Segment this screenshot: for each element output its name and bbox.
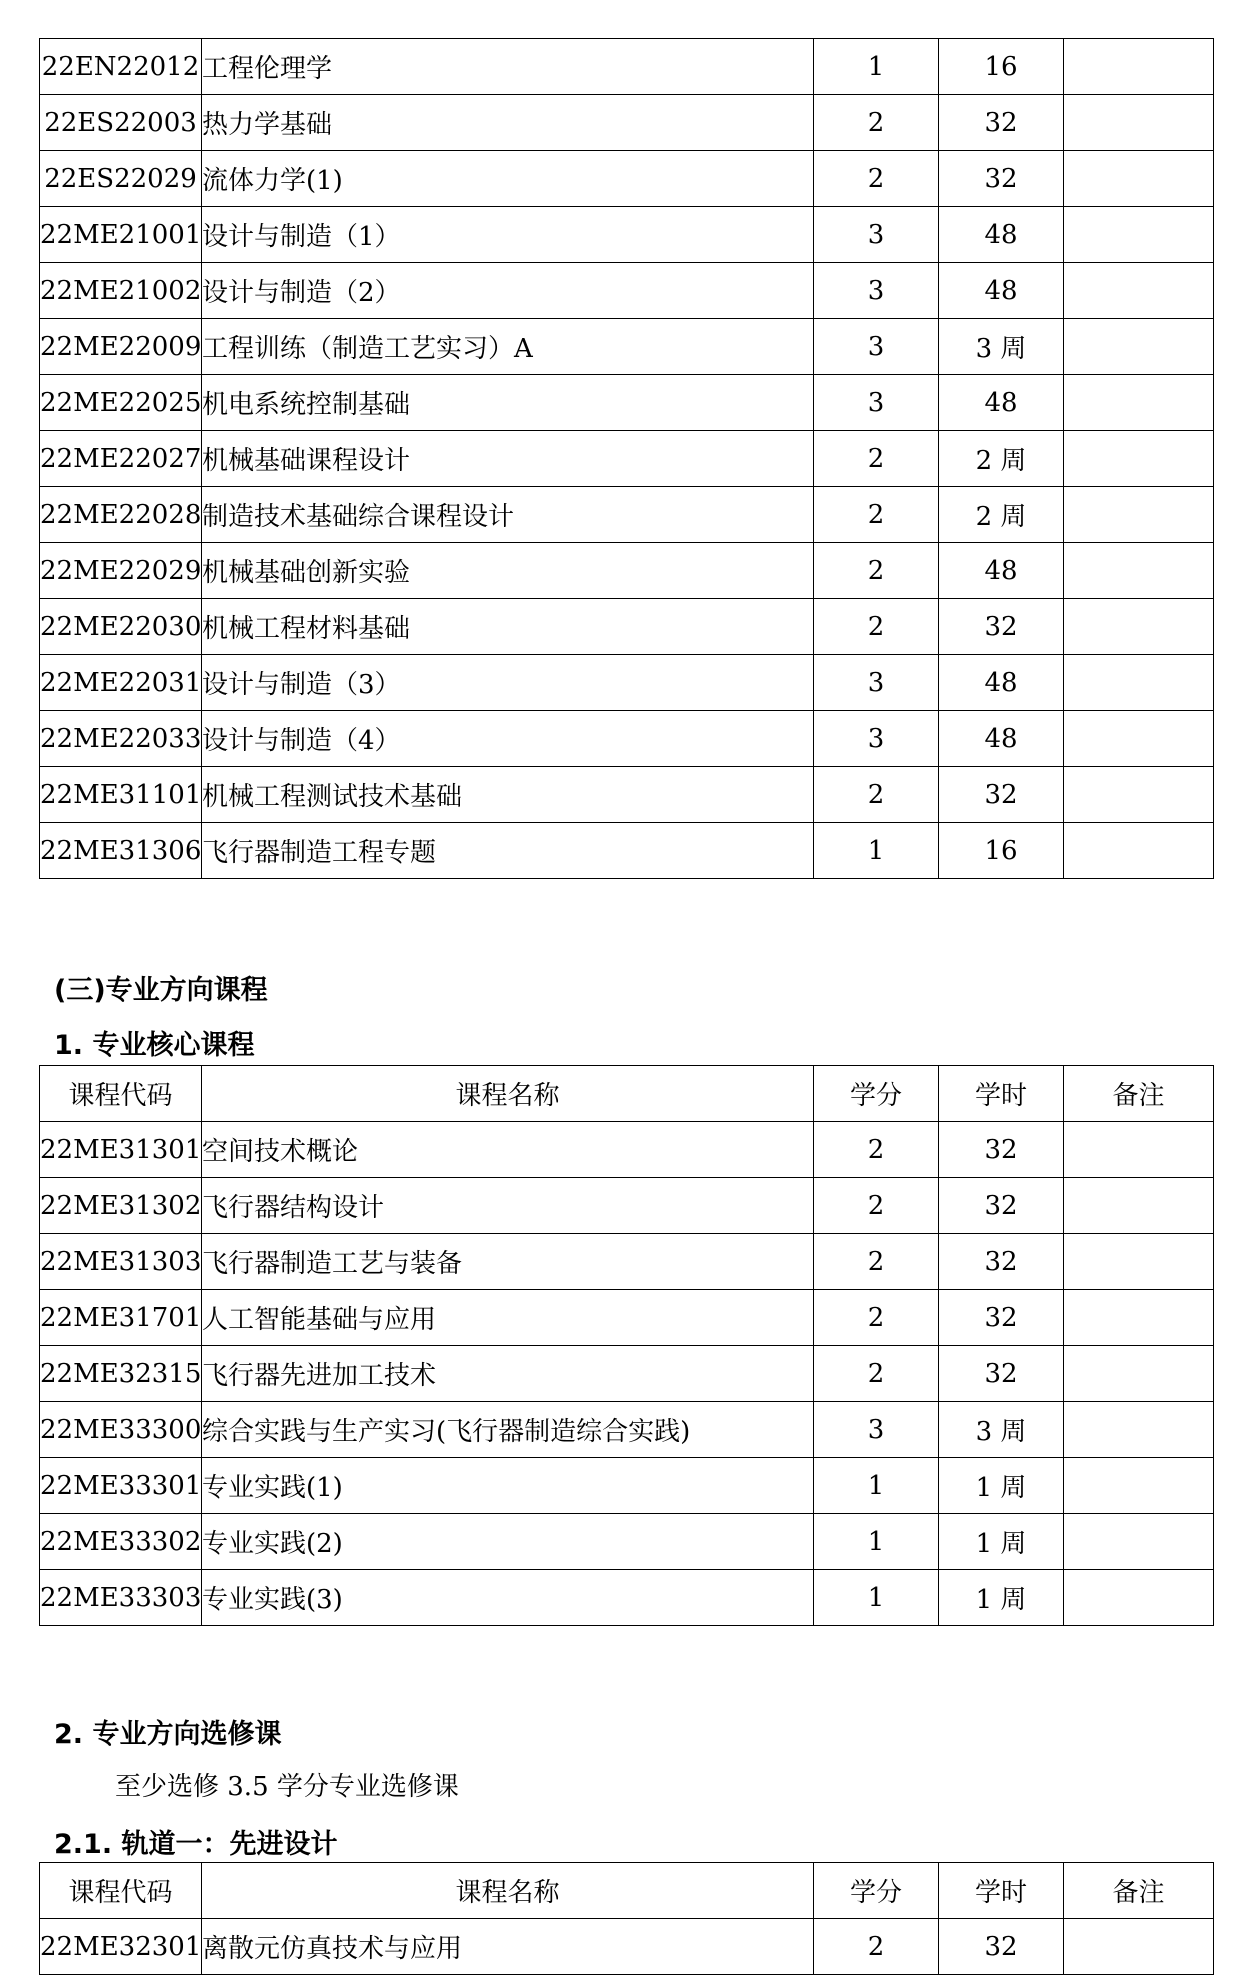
- credit-cell: 3: [814, 1402, 939, 1458]
- course-name-cell: 离散元仿真技术与应用: [202, 1919, 814, 1975]
- table-body: [40, 1919, 1214, 1975]
- table-body: [40, 1122, 1214, 1626]
- course-name-cell: 机械基础创新实验: [202, 543, 814, 599]
- course-table-continued: [39, 38, 1214, 879]
- header-row: [40, 1066, 1214, 1122]
- course-name-cell: 飞行器先进加工技术: [202, 1346, 814, 1402]
- table-row: [40, 1346, 1214, 1402]
- hours-cell: 32: [939, 1122, 1064, 1178]
- hours-cell: 32: [939, 599, 1064, 655]
- header-note: 备注: [1064, 1066, 1214, 1122]
- credit-cell: 2: [814, 1346, 939, 1402]
- header-credit: 学分: [814, 1863, 939, 1919]
- table-row: [40, 207, 1214, 263]
- hours-cell: 32: [939, 151, 1064, 207]
- table-row: [40, 767, 1214, 823]
- note-cell: [1064, 39, 1214, 95]
- hours-cell: 48: [939, 655, 1064, 711]
- table-row: [40, 1514, 1214, 1570]
- note-cell: [1064, 543, 1214, 599]
- course-name-cell: 专业实践(1): [202, 1458, 814, 1514]
- course-name-cell: 设计与制造（2）: [202, 263, 814, 319]
- note-cell: [1064, 599, 1214, 655]
- credit-cell: 2: [814, 151, 939, 207]
- credit-cell: 2: [814, 1178, 939, 1234]
- header-credit: 学分: [814, 1066, 939, 1122]
- credit-cell: 2: [814, 543, 939, 599]
- course-code-cell: 22ME22031: [40, 655, 202, 711]
- credit-cell: 3: [814, 319, 939, 375]
- credit-cell: 1: [814, 1570, 939, 1626]
- table-body: [40, 39, 1214, 879]
- note-cell: [1064, 655, 1214, 711]
- credit-cell: 3: [814, 655, 939, 711]
- note-cell: [1064, 263, 1214, 319]
- hours-cell: 32: [939, 1919, 1064, 1975]
- note-cell: [1064, 1458, 1214, 1514]
- course-code-cell: 22ME22028: [40, 487, 202, 543]
- course-code-cell: 22ME31101: [40, 767, 202, 823]
- course-code-cell: 22ME21002: [40, 263, 202, 319]
- note-cell: [1064, 767, 1214, 823]
- course-code-cell: 22ME33302: [40, 1514, 202, 1570]
- credit-cell: 2: [814, 431, 939, 487]
- course-code-cell: 22EN22012: [40, 39, 202, 95]
- course-code-cell: 22ME31303: [40, 1234, 202, 1290]
- credit-cell: 2: [814, 599, 939, 655]
- course-code-cell: 22ME21001: [40, 207, 202, 263]
- table-row: [40, 151, 1214, 207]
- hours-cell: 1 周: [939, 1570, 1064, 1626]
- course-name-cell: 机械工程材料基础: [202, 599, 814, 655]
- table-row: [40, 1290, 1214, 1346]
- credit-cell: 2: [814, 95, 939, 151]
- table-header: [40, 1863, 1214, 1919]
- table-row: [40, 1122, 1214, 1178]
- table-row: [40, 1570, 1214, 1626]
- core-course-table: [39, 1065, 1214, 1626]
- header-course-code: 课程代码: [40, 1066, 202, 1122]
- credit-cell: 3: [814, 263, 939, 319]
- table-row: [40, 655, 1214, 711]
- credit-cell: 1: [814, 1458, 939, 1514]
- course-name-cell: 流体力学(1): [202, 151, 814, 207]
- header-row: [40, 1863, 1214, 1919]
- track1-course-table: [39, 1862, 1214, 1975]
- hours-cell: 2 周: [939, 431, 1064, 487]
- table-row: [40, 1402, 1214, 1458]
- course-name-cell: 人工智能基础与应用: [202, 1290, 814, 1346]
- course-name-cell: 设计与制造（4）: [202, 711, 814, 767]
- course-name-cell: 工程训练（制造工艺实习）A: [202, 319, 814, 375]
- note-cell: [1064, 319, 1214, 375]
- table-row: [40, 543, 1214, 599]
- course-code-cell: 22ME22030: [40, 599, 202, 655]
- credit-cell: 2: [814, 1290, 939, 1346]
- hours-cell: 16: [939, 39, 1064, 95]
- course-name-cell: 制造技术基础综合课程设计: [202, 487, 814, 543]
- hours-cell: 32: [939, 1290, 1064, 1346]
- header-course-name: 课程名称: [202, 1066, 814, 1122]
- course-name-cell: 设计与制造（1）: [202, 207, 814, 263]
- credit-cell: 3: [814, 711, 939, 767]
- credit-cell: 3: [814, 375, 939, 431]
- subsection-heading-electives: 2. 专业方向选修课: [54, 1719, 282, 1750]
- header-note: 备注: [1064, 1863, 1214, 1919]
- credit-cell: 2: [814, 1122, 939, 1178]
- table-row: [40, 711, 1214, 767]
- hours-cell: 48: [939, 711, 1064, 767]
- note-cell: [1064, 823, 1214, 879]
- course-code-cell: 22ME22025: [40, 375, 202, 431]
- note-cell: [1064, 1919, 1214, 1975]
- note-cell: [1064, 1290, 1214, 1346]
- note-cell: [1064, 487, 1214, 543]
- table-row: [40, 39, 1214, 95]
- hours-cell: 3 周: [939, 319, 1064, 375]
- hours-cell: 48: [939, 207, 1064, 263]
- header-course-code: 课程代码: [40, 1863, 202, 1919]
- note-cell: [1064, 207, 1214, 263]
- hours-cell: 3 周: [939, 1402, 1064, 1458]
- course-code-cell: 22ME22027: [40, 431, 202, 487]
- note-cell: [1064, 1122, 1214, 1178]
- header-hours: 学时: [939, 1863, 1064, 1919]
- note-cell: [1064, 1402, 1214, 1458]
- course-code-cell: 22ES22029: [40, 151, 202, 207]
- course-name-cell: 专业实践(2): [202, 1514, 814, 1570]
- hours-cell: 32: [939, 95, 1064, 151]
- hours-cell: 16: [939, 823, 1064, 879]
- course-code-cell: 22ME22009: [40, 319, 202, 375]
- course-name-cell: 设计与制造（3）: [202, 655, 814, 711]
- credit-cell: 2: [814, 1919, 939, 1975]
- course-code-cell: 22ME33301: [40, 1458, 202, 1514]
- credit-cell: 2: [814, 767, 939, 823]
- course-code-cell: 22ME22033: [40, 711, 202, 767]
- table-row: [40, 95, 1214, 151]
- credit-cell: 2: [814, 487, 939, 543]
- table-row: [40, 263, 1214, 319]
- note-cell: [1064, 151, 1214, 207]
- note-cell: [1064, 1570, 1214, 1626]
- course-name-cell: 空间技术概论: [202, 1122, 814, 1178]
- course-name-cell: 机械基础课程设计: [202, 431, 814, 487]
- table-row: [40, 1234, 1214, 1290]
- section-heading-major-direction: (三)专业方向课程: [54, 975, 268, 1006]
- course-name-cell: 热力学基础: [202, 95, 814, 151]
- header-course-name: 课程名称: [202, 1863, 814, 1919]
- note-cell: [1064, 1514, 1214, 1570]
- course-name-cell: 专业实践(3): [202, 1570, 814, 1626]
- credit-cell: 1: [814, 823, 939, 879]
- table-header: [40, 1066, 1214, 1122]
- table-row: [40, 375, 1214, 431]
- hours-cell: 48: [939, 375, 1064, 431]
- table-row: [40, 599, 1214, 655]
- note-cell: [1064, 1178, 1214, 1234]
- note-cell: [1064, 95, 1214, 151]
- note-cell: [1064, 1346, 1214, 1402]
- table-row: [40, 1458, 1214, 1514]
- course-name-cell: 机电系统控制基础: [202, 375, 814, 431]
- course-code-cell: 22ME33303: [40, 1570, 202, 1626]
- hours-cell: 48: [939, 543, 1064, 599]
- credit-cell: 3: [814, 207, 939, 263]
- credit-cell: 1: [814, 1514, 939, 1570]
- hours-cell: 32: [939, 1178, 1064, 1234]
- course-code-cell: 22ME22029: [40, 543, 202, 599]
- table-row: [40, 1919, 1214, 1975]
- course-code-cell: 22ES22003: [40, 95, 202, 151]
- note-cell: [1064, 711, 1214, 767]
- table-row: [40, 823, 1214, 879]
- credit-cell: 1: [814, 39, 939, 95]
- track-heading-advanced-design: 2.1. 轨道一：先进设计: [54, 1829, 338, 1860]
- hours-cell: 2 周: [939, 487, 1064, 543]
- note-cell: [1064, 1234, 1214, 1290]
- course-name-cell: 飞行器制造工艺与装备: [202, 1234, 814, 1290]
- course-name-cell: 机械工程测试技术基础: [202, 767, 814, 823]
- course-code-cell: 22ME33300: [40, 1402, 202, 1458]
- course-code-cell: 22ME31701: [40, 1290, 202, 1346]
- subsection-heading-core-courses: 1. 专业核心课程: [54, 1030, 255, 1061]
- note-cell: [1064, 375, 1214, 431]
- course-code-cell: 22ME31306: [40, 823, 202, 879]
- table-row: [40, 319, 1214, 375]
- hours-cell: 32: [939, 767, 1064, 823]
- hours-cell: 32: [939, 1346, 1064, 1402]
- hours-cell: 32: [939, 1234, 1064, 1290]
- hours-cell: 48: [939, 263, 1064, 319]
- hours-cell: 1 周: [939, 1458, 1064, 1514]
- table-row: [40, 431, 1214, 487]
- note-cell: [1064, 431, 1214, 487]
- course-name-cell: 工程伦理学: [202, 39, 814, 95]
- course-code-cell: 22ME31301: [40, 1122, 202, 1178]
- table-row: [40, 487, 1214, 543]
- elective-requirement-text: 至少选修 3.5 学分专业选修课: [115, 1772, 459, 1802]
- course-code-cell: 22ME32315: [40, 1346, 202, 1402]
- course-name-cell: 飞行器制造工程专题: [202, 823, 814, 879]
- table-row: [40, 1178, 1214, 1234]
- credit-cell: 2: [814, 1234, 939, 1290]
- course-name-cell: 飞行器结构设计: [202, 1178, 814, 1234]
- hours-cell: 1 周: [939, 1514, 1064, 1570]
- course-code-cell: 22ME32301: [40, 1919, 202, 1975]
- header-hours: 学时: [939, 1066, 1064, 1122]
- course-code-cell: 22ME31302: [40, 1178, 202, 1234]
- course-name-cell: 综合实践与生产实习(飞行器制造综合实践): [202, 1402, 814, 1458]
